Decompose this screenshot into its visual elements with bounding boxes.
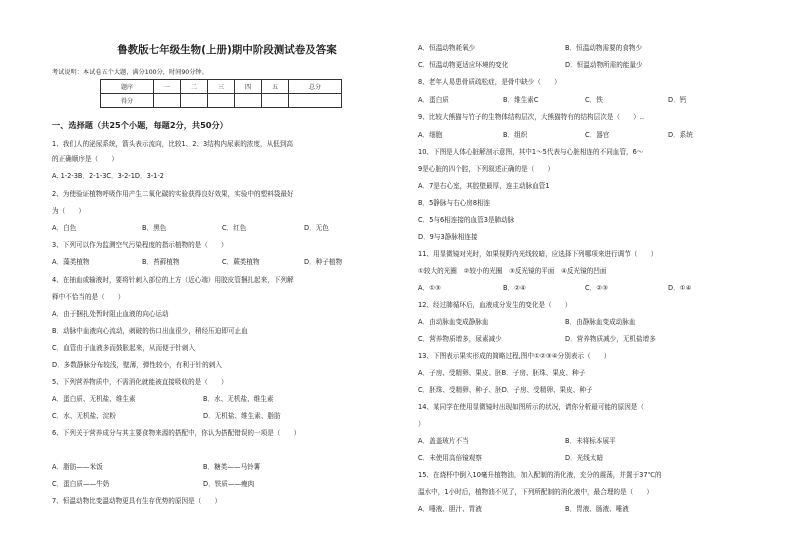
option-b: B．5静脉与右心房8相连 bbox=[418, 199, 491, 207]
option-d: D．营养物质减少，无机盐增多 bbox=[565, 335, 656, 343]
option-b: B．恒温动物需要的食物少 bbox=[565, 44, 643, 52]
option-c: C．营养物质增多，尿素减少 bbox=[418, 335, 502, 343]
option-a: A．盖盖玻片不当 bbox=[418, 437, 469, 445]
option-cd: C．胚珠、受精卵、种子、胚D．子房、受精卵、果皮、种子 bbox=[418, 386, 593, 394]
option-a: A．恒温动物耗氧少 bbox=[418, 44, 476, 52]
question-options: A. 1-2-3B．2-1-3C．3-2-1D．3-1-2 bbox=[52, 172, 164, 180]
question-text: 10、下图是人体心脏解剖示意图，其中1～5代表与心脏相连的不同血管，6～ bbox=[418, 148, 644, 156]
table-cell: 四 bbox=[235, 80, 262, 94]
option-b: B．胃液、肠液、唾液 bbox=[565, 505, 629, 513]
option-b: B．未将标本展平 bbox=[565, 437, 616, 445]
option-a: A．唾液、胆汁、胃液 bbox=[418, 505, 482, 513]
table-cell bbox=[262, 94, 289, 108]
option-c: C．蛋白质——牛奶 bbox=[52, 480, 110, 488]
table-cell: 题序 bbox=[101, 80, 154, 94]
option-c: C．红色 bbox=[222, 224, 247, 232]
table-row bbox=[101, 80, 342, 94]
table-cell: 五 bbox=[262, 80, 289, 94]
option-b: B．由静脉血变成动脉血 bbox=[565, 318, 636, 326]
option-c: C．水、无机盐、淀粉 bbox=[52, 412, 116, 420]
question-text: 1、我们人的泌尿系统，箭头表示流向，比较1、2、3结构内尿素的浓度，从低到高 bbox=[52, 140, 293, 148]
option-d: D．系统 bbox=[668, 131, 693, 139]
option-a: A．蛋白质、无机盐、维生素 bbox=[52, 395, 136, 403]
option-c: C．5与6相连接的血管3是肺动脉 bbox=[418, 216, 515, 224]
exam-note: 考试说明：本试卷五个大题，满分100分，时间90分钟。 bbox=[52, 69, 208, 76]
table-cell: 总分 bbox=[289, 80, 342, 94]
question-text: 为（ ） bbox=[52, 207, 85, 215]
question-text: 2、为使验证植物呼吸作用产生二氧化碳的实验获得良好效果，实验中的塑料袋最好 bbox=[52, 190, 294, 198]
option-a: A．白色 bbox=[52, 224, 77, 232]
question-text: 3、下列可以作为监测空气污染程度的指示植物的是（ ） bbox=[52, 241, 228, 249]
table-cell bbox=[235, 94, 262, 108]
option-d: D．9与3静脉相连接 bbox=[418, 233, 478, 241]
option-a: A．蛋白质 bbox=[418, 96, 449, 104]
table-cell: 二 bbox=[181, 80, 208, 94]
question-text: 11、用显微镜对光时，如果视野内光线较暗，应选择下列哪项来进行调节（ ） bbox=[418, 250, 658, 258]
option-b: B．动脉中血液向心流动，刺破的伤口出血很少，稍经压迫即可止血 bbox=[52, 327, 248, 335]
option-a: A．由动脉血变成静脉血 bbox=[418, 318, 489, 326]
question-text: 15、在烧杯中倒入10毫升植物油，加入配制的消化液，充分的震荡，并置于37℃的 bbox=[418, 471, 662, 479]
table-cell: 一 bbox=[154, 80, 181, 94]
option-a: A．藻类植物 bbox=[52, 258, 90, 266]
option-b: B．黑色 bbox=[142, 224, 167, 232]
option-d: D．恒温动物所需的能量少 bbox=[565, 61, 643, 69]
option-b: B．糖类——马铃薯 bbox=[203, 463, 261, 471]
option-b: B．组织 bbox=[503, 131, 528, 139]
option-b: B．苔藓植物 bbox=[142, 258, 180, 266]
option-b: B．水、无机盐、维生素 bbox=[203, 395, 274, 403]
option-b: B．维生素C bbox=[503, 96, 539, 104]
option-d: D．钙 bbox=[668, 96, 687, 104]
option-c: C．蕨类植物 bbox=[222, 258, 260, 266]
question-items: ①较大的光圈 ②较小的光圈 ③反光镜的平面 ④反光镜的凹面 bbox=[418, 267, 607, 275]
table-cell bbox=[208, 94, 235, 108]
option-a: A．脂肪——米饭 bbox=[52, 463, 103, 471]
question-text: 9是心脏的四个腔，下列叙述正确的是（ ） bbox=[418, 165, 555, 173]
option-a: A．细胞 bbox=[418, 131, 443, 139]
option-d: D．无机盐、维生素、脂肪 bbox=[203, 412, 281, 420]
question-text: ） bbox=[418, 420, 425, 428]
option-d: D．光线太暗 bbox=[565, 454, 604, 462]
table-cell bbox=[289, 94, 342, 108]
option-d: D．①④ bbox=[668, 284, 692, 292]
question-text: 14、某同学在使用显微镜时出现如图所示的状况，请你分析最可能的原因是（ bbox=[418, 403, 644, 411]
question-text: 的正确顺序是（ ） bbox=[52, 155, 118, 163]
option-c: C．恒温动物更适应环境的变化 bbox=[418, 61, 509, 69]
option-a: A．由于捆扎处暂时阻止血液的向心运动 bbox=[52, 310, 169, 318]
table-cell bbox=[154, 94, 181, 108]
option-c: C．铁 bbox=[585, 96, 603, 104]
option-d: D．无色 bbox=[304, 224, 329, 232]
option-b: B．②④ bbox=[503, 284, 526, 292]
table-cell: 三 bbox=[208, 80, 235, 94]
option-c: C．②③ bbox=[585, 284, 609, 292]
question-text: 7、恒温动物比变温动物更具有生存优势的原因是（ ） bbox=[52, 497, 222, 505]
question-text: 9、比较大熊猫与竹子的生物体结构层次，大熊猫特有的结构层次是（ ）.. bbox=[418, 113, 644, 121]
question-text: 12、经过肺循环后，血液成分发生的变化是（ ） bbox=[418, 301, 572, 309]
option-a: A．7是右心室，其腔壁最厚，连主动脉血管1 bbox=[418, 182, 550, 190]
question-text: 6、下列关于营养成分与其主要食物来源的搭配中，你认为搭配错误的一项是（ ） bbox=[52, 429, 301, 437]
page-title: 鲁教版七年级生物(上册)期中阶段测试卷及答案 bbox=[117, 44, 337, 56]
table-cell: 得分 bbox=[101, 94, 154, 108]
option-d: D．种子植物 bbox=[304, 258, 343, 266]
option-ab: A．子房、受精卵、果皮、胚B．子房、胚珠、果皮、种子 bbox=[418, 369, 586, 377]
option-a: A．①③ bbox=[418, 284, 441, 292]
question-text: 温水中，1小时后，植物油不见了，下列所配制的消化液中，最合理的是（ ） bbox=[418, 488, 653, 496]
table-row bbox=[101, 94, 342, 108]
option-c: C．未使用高倍镜观察 bbox=[418, 454, 482, 462]
section-heading: 一、选择题（共25个小题，每题2分，共50分） bbox=[52, 120, 228, 130]
table-cell bbox=[181, 94, 208, 108]
question-text: 8、老年人易患骨质疏松症，是骨中缺少（ ） bbox=[418, 78, 561, 86]
question-text: 13、下图表示果实形成的简略过程,图中①②③④分别表示（ ） bbox=[418, 352, 611, 360]
option-c: C．器官 bbox=[585, 131, 610, 139]
option-d: D．铁质——瘦肉 bbox=[203, 480, 255, 488]
score-table bbox=[100, 79, 342, 108]
option-c: C．血管由于血液多而鼓胀起来，从而便于针刺入 bbox=[52, 344, 196, 352]
question-text: 5、下列营养物质中，不需消化就能被直接吸收的是（ ） bbox=[52, 378, 228, 386]
option-d: D．多数静脉分布较浅，壁薄，弹性较小，有利于针的刺入 bbox=[52, 361, 222, 369]
question-text: 释中不恰当的是（ ） bbox=[52, 293, 125, 301]
question-text: 4、在抽血或输液时，要将针刺入部位的上方（近心端）用胶皮管捆扎起来，下列解 bbox=[52, 276, 294, 284]
